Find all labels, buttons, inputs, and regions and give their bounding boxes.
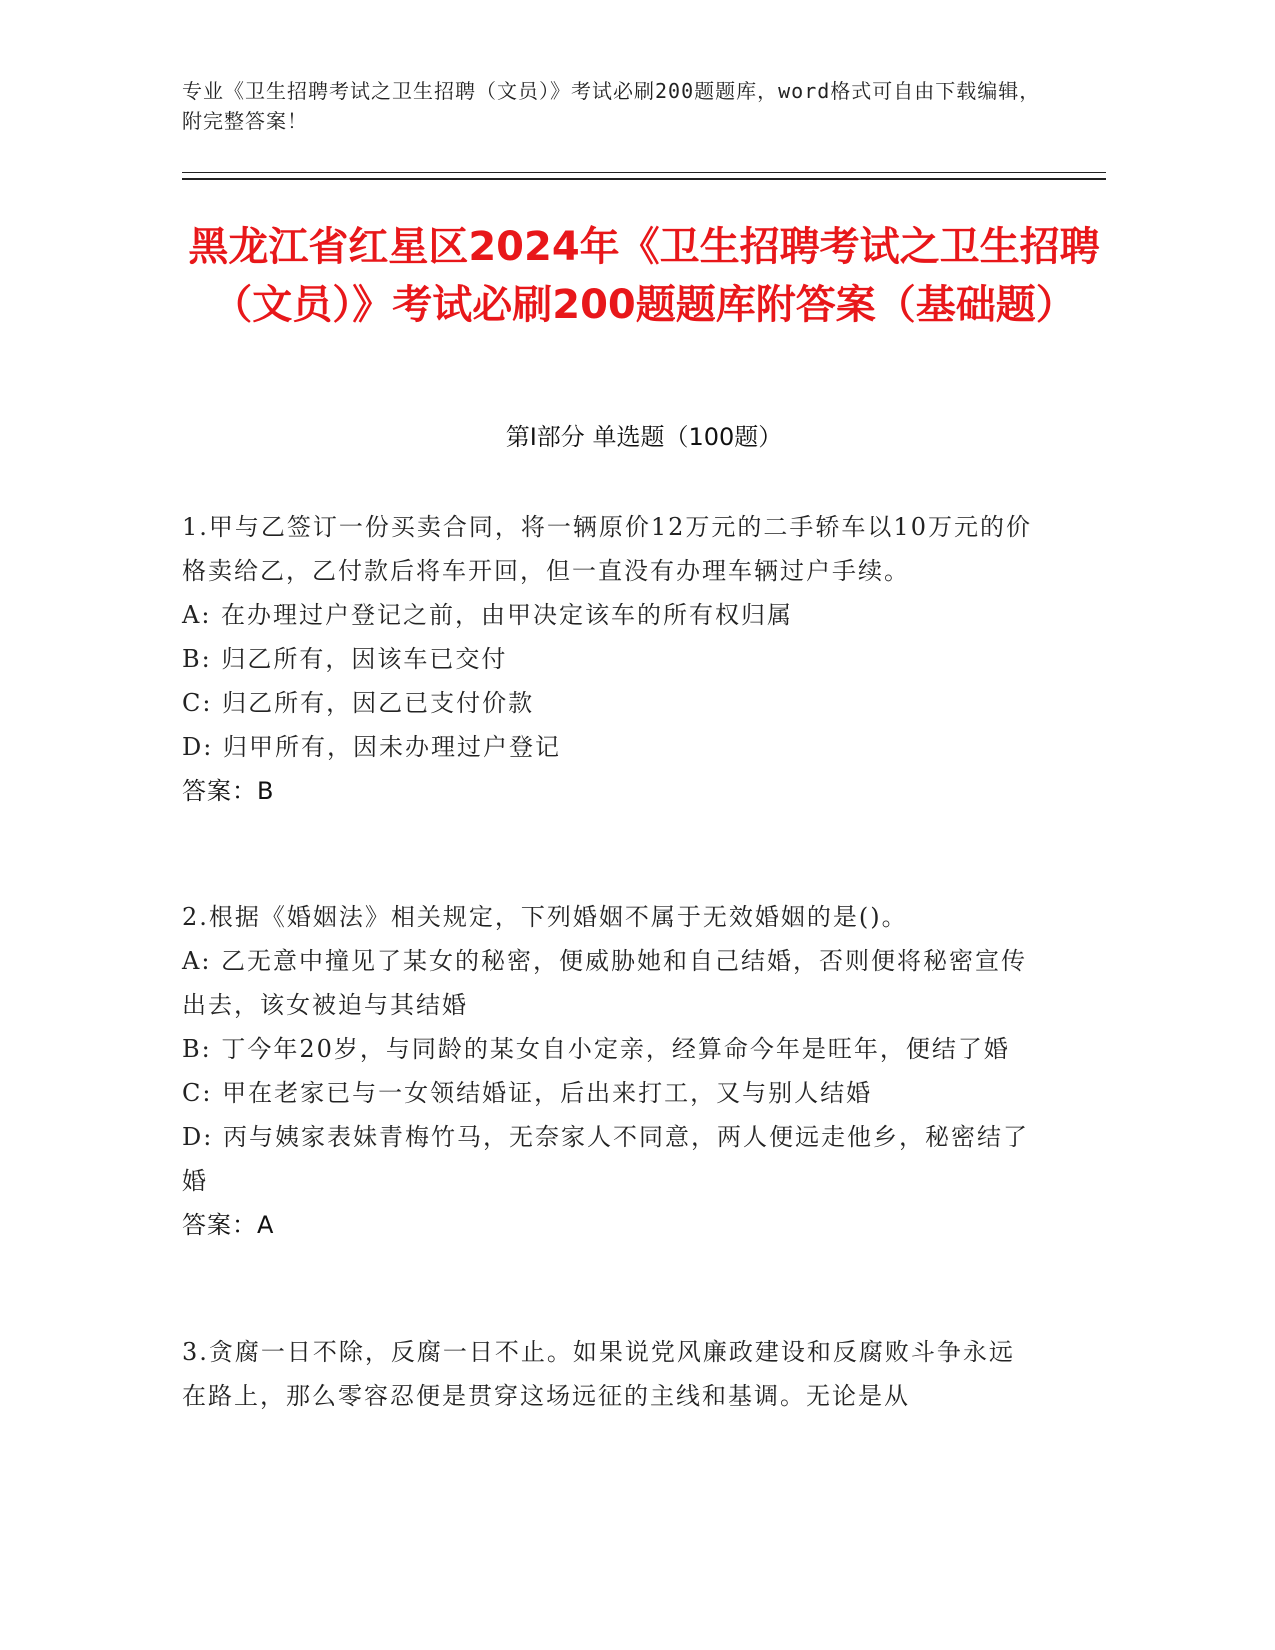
answer-label: 答案：B <box>182 777 275 805</box>
option-b: B: 归乙所有，因该车已交付 <box>182 645 508 673</box>
option-d: D: 丙与姨家表妹青梅竹马，无奈家人不同意，两人便远走他乡，秘密结了婚 <box>182 1123 1029 1195</box>
question-stem: 1.甲与乙签订一份买卖合同，将一辆原价12万元的二手轿车以10万元的价格卖给乙，乙付款后将车开回，但一直没有办理车辆过户手续。 <box>182 513 1032 585</box>
question-3 <box>182 1330 1032 1418</box>
document-title: 黑龙江省红星区2024年《卫生招聘考试之卫生招聘（文员）》考试必刷200题题库附答案（基础题） <box>188 224 1100 328</box>
header-note: 专业《卫生招聘考试之卫生招聘（文员）》考试必刷200题题库，word格式可自由下载编辑，附完整答案！ <box>182 79 1041 133</box>
option-c: C: 归乙所有，因乙已支付价款 <box>182 689 535 717</box>
question-stem: 2.根据《婚姻法》相关规定，下列婚姻不属于无效婚姻的是()。 <box>182 903 908 931</box>
option-a: A: 在办理过户登记之前，由甲决定该车的所有权归属 <box>182 601 794 629</box>
question-1 <box>182 505 1032 813</box>
option-d: D: 归甲所有，因未办理过户登记 <box>182 733 561 761</box>
question-stem: 3.贪腐一日不除，反腐一日不止。如果说党风廉政建设和反腐败斗争永远在路上，那么零容忍便是贯穿这场远征的主线和基调。无论是从 <box>182 1338 1015 1410</box>
question-2 <box>182 895 1032 1247</box>
option-a: A: 乙无意中撞见了某女的秘密，便威胁她和自己结婚，否则便将秘密宣传出去，该女被迫与其结婚 <box>182 947 1028 1019</box>
answer-label: 答案：A <box>182 1211 275 1239</box>
header-divider-thick <box>182 178 1106 180</box>
option-c: C: 甲在老家已与一女领结婚证，后出来打工，又与别人结婚 <box>182 1079 873 1107</box>
option-b: B: 丁今年20岁，与同龄的某女自小定亲，经算命今年是旺年，便结了婚 <box>182 1035 1010 1063</box>
header-divider-thin <box>182 172 1106 173</box>
section-heading: 第Ⅰ部分 单选题（100题） <box>505 423 783 451</box>
